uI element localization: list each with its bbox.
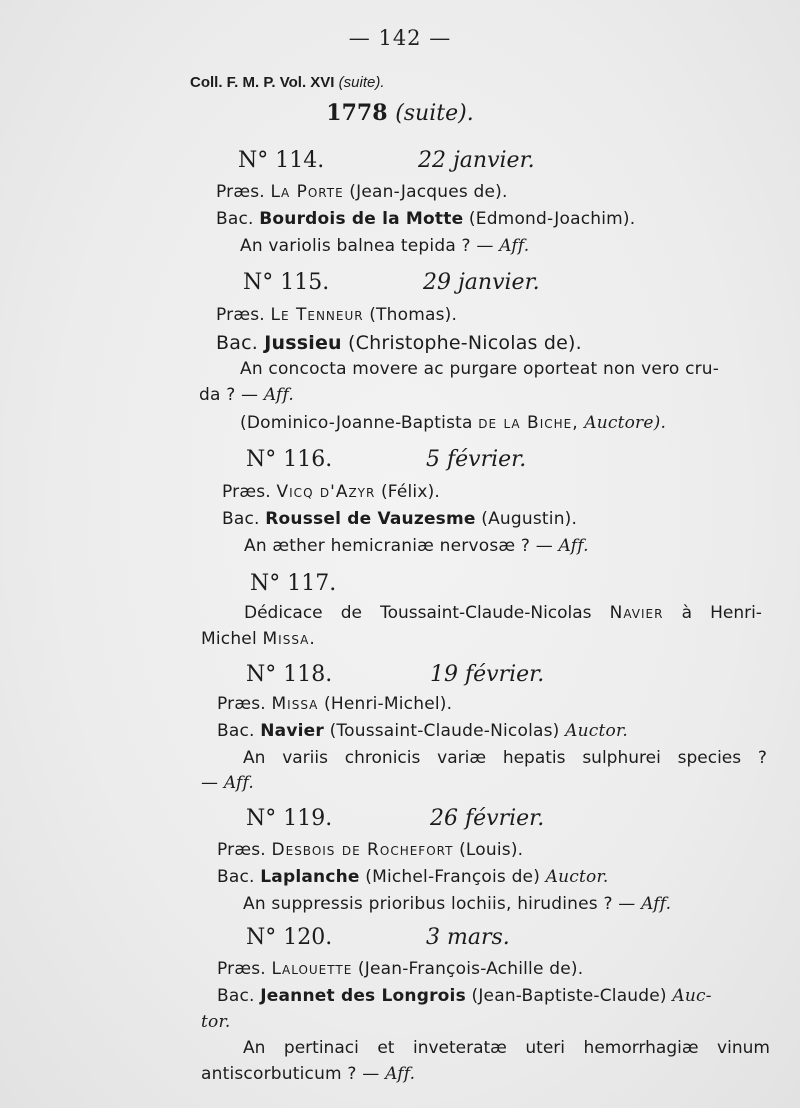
question-word: ?	[757, 748, 767, 768]
dedication-text: Michel	[201, 629, 257, 649]
author-note-names: (Dominico-Joanne-Baptista	[240, 413, 473, 433]
bachelor-label: Bac.	[216, 209, 254, 229]
dedication-word: de	[340, 603, 362, 623]
question-line	[243, 748, 767, 768]
dedication-word: Henri-	[710, 603, 762, 623]
entry-number: N° 118.	[246, 662, 333, 687]
praeses-surname: Missa	[271, 694, 319, 714]
bachelor-given-names: (Jean-Baptiste-Claude)	[471, 986, 667, 1006]
praeses-given-names: (Jean-Jacques de).	[349, 182, 508, 202]
question-line	[240, 359, 719, 379]
praeses-given-names: (Félix).	[380, 482, 441, 502]
bachelor-given-names: (Edmond-Joachim).	[468, 209, 636, 229]
bachelor-surname: Roussel de Vauzesme	[265, 509, 476, 529]
entry-number: N° 114.	[238, 148, 325, 173]
bachelor-surname: Jussieu	[264, 332, 342, 354]
collection-label: Coll. F. M. P. Vol. XVI	[190, 74, 335, 91]
entry-date: 19 février.	[430, 662, 545, 687]
page-number: — 142 —	[348, 26, 452, 50]
praeses-line	[217, 959, 583, 979]
answer: Aff.	[385, 1064, 416, 1084]
bachelor-line-continued	[201, 1012, 231, 1032]
question-word: uteri	[525, 1038, 566, 1058]
bachelor-line	[222, 509, 577, 529]
collection-header	[190, 74, 385, 91]
question-line-continued	[199, 385, 294, 405]
author-note-role: Auctore).	[584, 413, 667, 433]
question-word: species	[677, 748, 742, 768]
entry-number: N° 117.	[250, 571, 337, 596]
bachelor-surname: Bourdois de la Motte	[259, 209, 464, 229]
bachelor-label: Bac.	[216, 332, 258, 354]
question-word: An	[243, 1038, 266, 1058]
bachelor-given-names: (Michel-François de)	[365, 867, 541, 887]
praeses-surname: La Porte	[270, 182, 344, 202]
question-text: An concocta movere ac purgare oporteat non vero cru-	[240, 359, 720, 379]
question-word: chronicis	[344, 748, 421, 768]
answer: Aff.	[499, 236, 530, 256]
answer: Aff.	[263, 385, 295, 405]
question-word: et	[377, 1038, 395, 1058]
praeses-label: Præs.	[217, 959, 266, 979]
question-line	[240, 236, 529, 256]
praeses-label: Præs.	[222, 482, 271, 502]
answer: Aff.	[223, 773, 254, 793]
question-line	[244, 536, 589, 556]
praeses-label: Præs.	[217, 694, 266, 714]
question-text-continued: —	[201, 773, 219, 793]
dedication-line	[244, 603, 762, 623]
dedication-word: Toussaint-Claude-Nicolas	[380, 603, 592, 623]
question-word: An	[243, 748, 266, 768]
bachelor-label: Bac.	[222, 509, 260, 529]
bachelor-label: Bac.	[217, 867, 255, 887]
entry-date: 29 janvier.	[423, 270, 540, 295]
entry-date: 22 janvier.	[418, 148, 535, 173]
dedication-word: à	[681, 603, 692, 623]
question-text-continued: da ? —	[199, 385, 259, 405]
question-text: An variolis balnea tepida ? —	[240, 236, 494, 256]
question-line-continued	[201, 773, 254, 793]
question-line	[243, 894, 671, 914]
dedication-surname: Missa.	[262, 629, 316, 649]
entry-number: N° 116.	[246, 447, 333, 472]
question-line-continued	[201, 1064, 415, 1084]
year-number: 1778	[326, 100, 388, 126]
praeses-surname: Vicq d'Azyr	[276, 482, 376, 502]
praeses-given-names: (Henri-Michel).	[324, 694, 453, 714]
bachelor-surname: Jeannet des Longrois	[260, 986, 466, 1006]
bachelor-label: Bac.	[217, 721, 255, 741]
entry-number: N° 120.	[246, 925, 333, 950]
praeses-surname: Lalouette	[271, 959, 353, 979]
entry-date: 5 février.	[426, 447, 527, 472]
bachelor-role: Auctor.	[545, 867, 609, 887]
bachelor-role-continued: tor.	[201, 1012, 231, 1032]
dedication-line-continued	[201, 629, 316, 649]
bachelor-line	[217, 721, 628, 741]
question-word: pertinaci	[283, 1038, 359, 1058]
praeses-line	[216, 305, 457, 325]
praeses-line	[217, 694, 452, 714]
question-word: inveteratæ	[412, 1038, 507, 1058]
answer: Aff.	[641, 894, 672, 914]
bachelor-line	[216, 332, 582, 354]
bachelor-surname: Navier	[260, 721, 324, 741]
question-word: sulphurei	[582, 748, 661, 768]
praeses-surname: Le Tenneur	[270, 305, 364, 325]
entry-number: N° 119.	[246, 806, 333, 831]
entry-number: N° 115.	[243, 270, 330, 295]
year-suffix: (suite).	[395, 101, 474, 126]
praeses-label: Præs.	[217, 840, 266, 860]
praeses-line	[222, 482, 440, 502]
entry-date: 26 février.	[430, 806, 545, 831]
answer: Aff.	[558, 536, 589, 556]
bachelor-given-names: (Christophe-Nicolas de).	[348, 332, 582, 354]
praeses-label: Præs.	[216, 305, 265, 325]
entry-date: 3 mars.	[426, 925, 510, 950]
bachelor-role: Auctor.	[565, 721, 629, 741]
bachelor-given-names: (Toussaint-Claude-Nicolas)	[329, 721, 560, 741]
bachelor-line	[217, 867, 609, 887]
question-line	[243, 1038, 770, 1058]
dedication-surname: Navier	[609, 603, 664, 623]
collection-suffix: (suite).	[338, 74, 385, 91]
question-text: An æther hemicraniæ nervosæ ? —	[244, 536, 553, 556]
author-note-surname: de la Biche,	[478, 413, 579, 433]
praeses-given-names: (Louis).	[459, 840, 524, 860]
praeses-given-names: (Thomas).	[369, 305, 458, 325]
question-word: vinum	[717, 1038, 770, 1058]
praeses-line	[216, 182, 508, 202]
praeses-given-names: (Jean-François-Achille de).	[357, 959, 584, 979]
bachelor-label: Bac.	[217, 986, 255, 1006]
author-note	[240, 413, 666, 433]
praeses-label: Præs.	[216, 182, 265, 202]
bachelor-given-names: (Augustin).	[481, 509, 578, 529]
bachelor-surname: Laplanche	[260, 867, 360, 887]
bachelor-role: Auc-	[672, 986, 712, 1006]
question-word: variis	[282, 748, 328, 768]
bachelor-line	[217, 986, 712, 1006]
praeses-line	[217, 840, 523, 860]
year-heading	[0, 100, 800, 126]
question-word: hepatis	[502, 748, 566, 768]
praeses-surname: Desbois de Rochefort	[271, 840, 454, 860]
dedication-word: Dédicace	[244, 603, 323, 623]
question-word: hemorrhagiæ	[583, 1038, 699, 1058]
question-text-continued: antiscorbuticum ? —	[201, 1064, 380, 1084]
question-text: An suppressis prioribus lochiis, hirudines ? —	[243, 894, 636, 914]
question-word: variæ	[437, 748, 487, 768]
bachelor-line	[216, 209, 635, 229]
